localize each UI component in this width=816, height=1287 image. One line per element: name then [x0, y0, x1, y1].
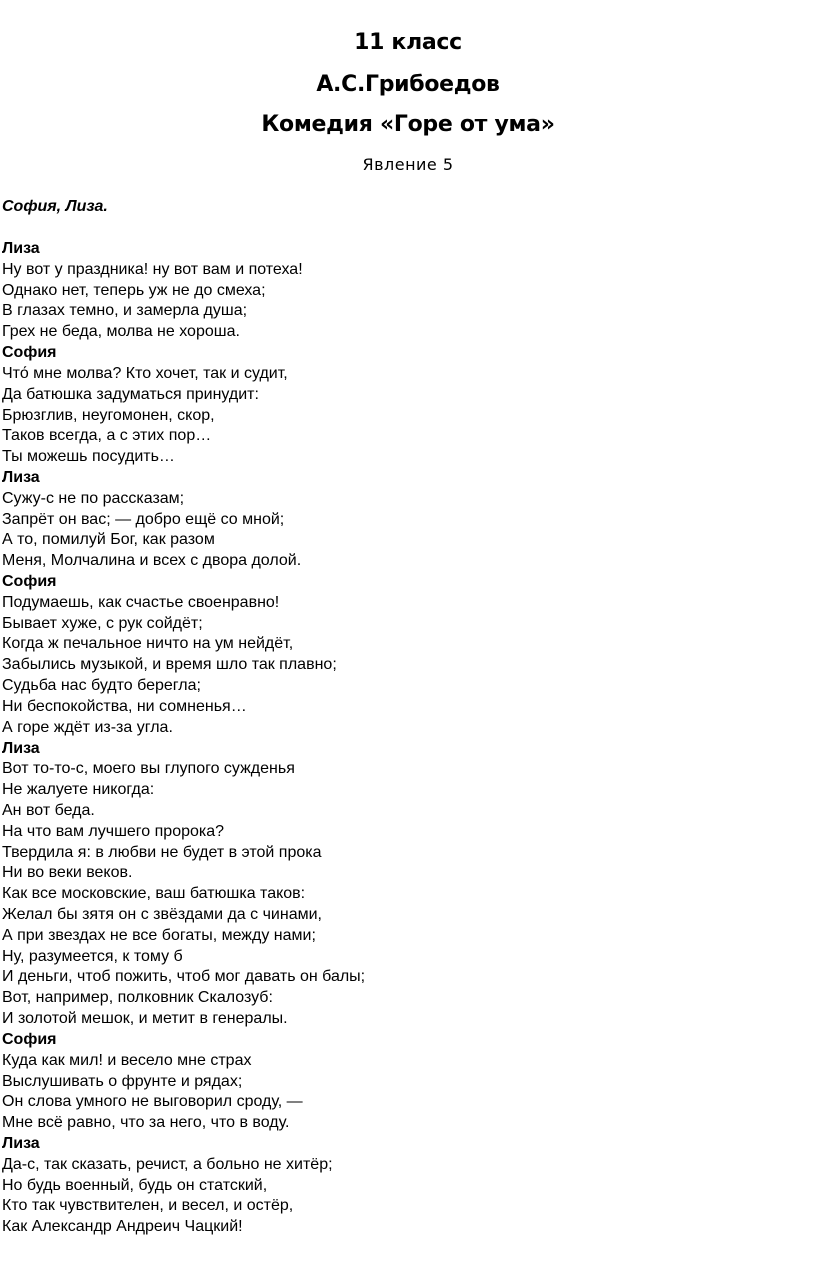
verse-line: А горе ждёт из-за угла.	[2, 718, 173, 736]
speaker-name: Лиза	[2, 240, 40, 257]
verse-line: Как все московские, ваш батюшка таков:	[2, 885, 306, 903]
speaker-name: София	[2, 1030, 57, 1048]
speaker-name: Лиза	[2, 468, 40, 486]
verse-line: Он слова умного не выговорил сроду, —	[2, 1093, 303, 1111]
verse-line: Да-с, так сказать, речист, а больно не хитёр;	[2, 1155, 333, 1173]
verse-line: В глазах темно, и замерла душа;	[2, 302, 248, 320]
dialogue-text	[2, 239, 802, 1238]
verse-line: Когда ж печальное ничто на ум нейдёт,	[2, 635, 294, 653]
verse-line: Как Александр Андреич Чацкий!	[2, 1218, 243, 1236]
speaker-name: Лиза	[2, 1134, 40, 1152]
verse-line: Забылись музыкой, и время шло так плавно;	[2, 656, 337, 674]
verse-line: И золотой мешок, и метит в генералы.	[2, 1010, 288, 1028]
verse-line: Куда как мил! и весело мне страх	[2, 1051, 252, 1069]
verse-line: Ну, разумеется, к тому б	[2, 947, 183, 965]
verse-line: Выслушивать о фрунте и рядах;	[2, 1072, 243, 1090]
verse-line: Желал бы зятя он с звёздами да с чинами,	[2, 906, 322, 923]
scene-heading: Явление 5	[362, 155, 454, 174]
verse-line: Запрёт он вас; — добро ещё со мной;	[2, 510, 285, 528]
verse-line: Вот то-то-с, моего вы глупого сужденья	[2, 760, 295, 778]
verse-line: Грех не беда, молва не хороша.	[2, 323, 240, 341]
verse-line: Мне всё равно, что за него, что в воду.	[2, 1114, 290, 1132]
grade-heading: 11 класс	[354, 30, 462, 55]
speaker-name: София	[2, 573, 57, 590]
verse-line: Ни во веки веков.	[2, 864, 133, 882]
author-heading: А.С.Грибоедов	[316, 72, 500, 97]
verse-line: Что́ мне молва? Кто хочет, так и судит,	[2, 364, 288, 382]
verse-line: И деньги, чтоб пожить, чтоб мог давать он балы;	[2, 968, 366, 986]
verse-line: Подумаешь, как счастье своенравно!	[2, 593, 280, 611]
verse-line: Меня, Молчалина и всех с двора долой.	[2, 552, 302, 570]
verse-line: Ты можешь посудить…	[2, 448, 175, 466]
verse-line: Но будь военный, будь он статский,	[2, 1176, 268, 1194]
verse-line: Судьба нас будто берегла;	[2, 677, 201, 695]
verse-line: Ни беспокойства, ни сомненья…	[2, 697, 247, 715]
speaker-name: Лиза	[2, 739, 40, 757]
verse-line: Бывает хуже, с рук сойдёт;	[2, 614, 203, 632]
speaker-name: София	[2, 344, 57, 362]
verse-line: Да батюшка задуматься принудит:	[2, 385, 259, 403]
verse-line: Кто так чувствителен, и весел, и остёр,	[2, 1197, 294, 1215]
verse-line: Таков всегда, а с этих пор…	[2, 427, 212, 445]
verse-line: Однако нет, теперь уж не до смеха;	[2, 281, 266, 299]
verse-line: Брюзглив, неугомонен, скор,	[2, 406, 215, 424]
verse-line: Сужу-с не по рассказам;	[2, 489, 185, 507]
verse-line: Ан вот беда.	[2, 801, 95, 819]
verse-line: На что вам лучшего пророка?	[2, 822, 225, 840]
verse-line: Твердила я: в любви не будет в этой прока	[2, 843, 322, 861]
verse-line: Ну вот у праздника! ну вот вам и потеха!	[2, 260, 303, 278]
characters-list: София, Лиза.	[2, 198, 108, 215]
verse-line: Не жалуете никогда:	[2, 781, 155, 799]
verse-line: А при звездах не все богаты, между нами;	[2, 926, 316, 944]
verse-line: А то, помилуй Бог, как разом	[2, 531, 215, 549]
verse-line: Вот, например, полковник Скалозуб:	[2, 989, 273, 1007]
title-heading: Комедия «Горе от ума»	[261, 112, 555, 137]
